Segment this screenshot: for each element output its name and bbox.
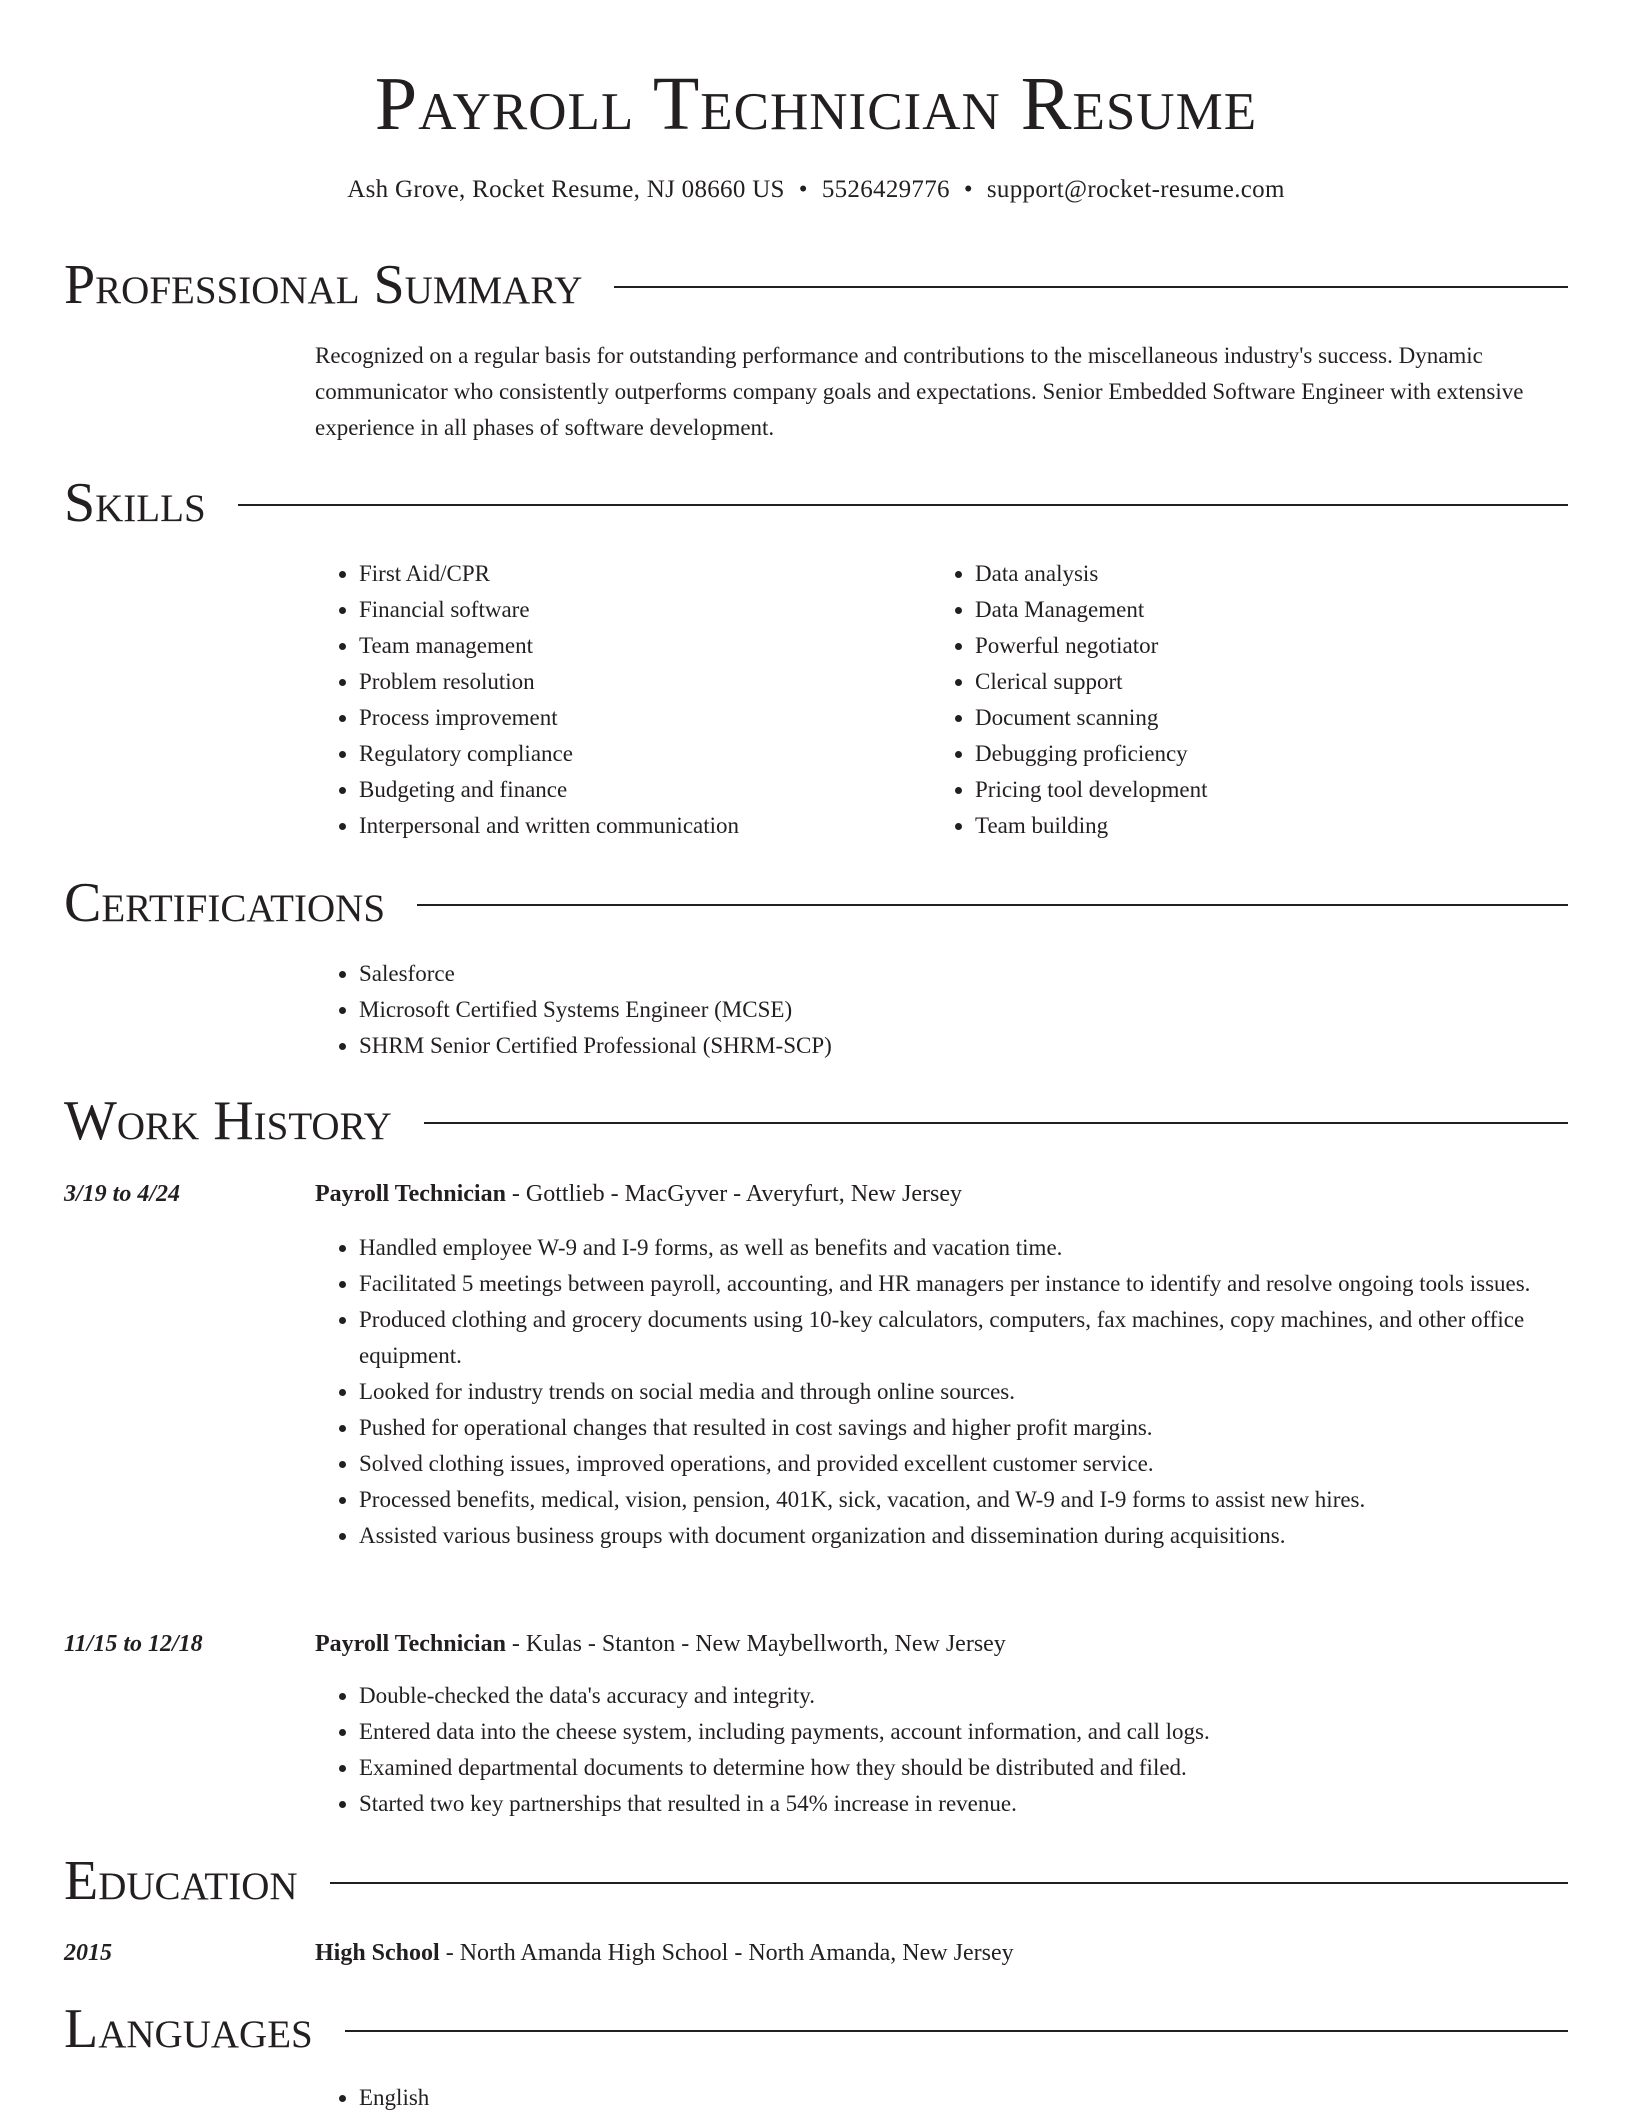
section-title: Education: [64, 1850, 298, 1912]
skill-item: • Process improvement: [359, 700, 875, 736]
job-title: Payroll Technician: [315, 1631, 506, 1657]
skill-item: • Budgeting and finance: [359, 772, 875, 808]
job-dates: 11/15 to 12/18: [64, 1631, 203, 1657]
skill-item: • First Aid/CPR: [359, 556, 875, 592]
skill-item: • Clerical support: [975, 664, 1491, 700]
summary-block: [315, 338, 1568, 446]
job-heading: [315, 1626, 1006, 1662]
job-bullet: • Double-checked the data's accuracy and integrity.: [359, 1678, 1568, 1714]
contact-line: [0, 174, 1632, 206]
job-bullet: • Assisted various business groups with document organization and dissemination during acquisitions.: [359, 1518, 1568, 1554]
languages-block: [315, 2080, 1568, 2116]
job-bullets: [315, 1678, 1568, 1822]
education-heading: [315, 1935, 1014, 1971]
section-title: Professional Summary: [64, 254, 583, 316]
section-header-education: [64, 1846, 1568, 1916]
skill-item: • Pricing tool development: [975, 772, 1491, 808]
section-header-languages: [64, 1994, 1568, 2064]
summary-text: Recognized on a regular basis for outstanding performance and contributions to the miscellaneous industry's success. Dynamic communicator who consistently outperforms company goals and expectations. Senior Embedded Software Engineer with extensive experience in all phases of software development.: [315, 343, 1524, 440]
section-title: Certifications: [64, 872, 386, 934]
section-divider: [417, 904, 1568, 906]
skill-item: • Team management: [359, 628, 875, 664]
section-header-certifications: [64, 868, 1568, 938]
section-divider: [238, 504, 1568, 506]
education-school-location: - North Amanda High School - North Amanda, New Jersey: [439, 1940, 1014, 1966]
section-title: Languages: [64, 1998, 313, 2060]
section-title: Work History: [64, 1090, 392, 1152]
section-title: Skills: [64, 472, 206, 534]
skill-item: • Powerful negotiator: [975, 628, 1491, 664]
skill-item: • Team building: [975, 808, 1491, 844]
job-bullet: • Solved clothing issues, improved operations, and provided excellent customer service.: [359, 1446, 1568, 1482]
contact-separator: •: [798, 176, 808, 203]
job-bullet: • Examined departmental documents to determine how they should be distributed and filed.: [359, 1750, 1568, 1786]
skills-column-right: [931, 556, 1491, 844]
skill-item: • Data Management: [975, 592, 1491, 628]
job-bullet: • Started two key partnerships that resulted in a 54% increase in revenue.: [359, 1786, 1568, 1822]
job-bullet: • Entered data into the cheese system, including payments, account information, and call logs.: [359, 1714, 1568, 1750]
education-year: 2015: [64, 1940, 112, 1966]
contact-separator: •: [963, 176, 973, 203]
contact-address: Ash Grove, Rocket Resume, NJ 08660 US: [347, 176, 785, 203]
contact-phone: 5526429776: [821, 176, 950, 203]
job-employer-location: - Gottlieb - MacGyver - Averyfurt, New Jersey: [505, 1181, 962, 1207]
skills-column-left: [315, 556, 875, 844]
job-heading: [315, 1176, 962, 1212]
section-divider: [345, 2030, 1568, 2032]
job-dates: 3/19 to 4/24: [64, 1181, 181, 1207]
job-bullet: • Facilitated 5 meetings between payroll, accounting, and HR managers per instance to identify and resolve ongoing tools issues.: [359, 1266, 1568, 1302]
job-bullet: • Looked for industry trends on social media and through online sources.: [359, 1374, 1568, 1410]
language-item: • English: [359, 2080, 1568, 2116]
section-header-summary: [64, 250, 1568, 320]
skill-item: • Regulatory compliance: [359, 736, 875, 772]
section-header-skills: [64, 468, 1568, 538]
skill-item: • Financial software: [359, 592, 875, 628]
job-bullets: [315, 1230, 1568, 1554]
certifications-block: [315, 956, 1568, 1064]
contact-email: support@rocket-resume.com: [986, 176, 1285, 203]
education-degree: High School: [315, 1940, 440, 1966]
document-title: Payroll Technician Resume: [374, 62, 1258, 146]
job-bullet: • Processed benefits, medical, vision, pension, 401K, sick, vacation, and W-9 and I-9 forms to assist new hires.: [359, 1482, 1568, 1518]
skill-item: • Debugging proficiency: [975, 736, 1491, 772]
certification-item: • Microsoft Certified Systems Engineer (MCSE): [359, 992, 1568, 1028]
job-bullet: • Produced clothing and grocery documents using 10-key calculators, computers, fax machines, copy machines, and other office equipment.: [359, 1302, 1568, 1374]
certification-item: • SHRM Senior Certified Professional (SHRM-SCP): [359, 1028, 1568, 1064]
skill-item: • Document scanning: [975, 700, 1491, 736]
section-divider: [330, 1882, 1568, 1884]
section-divider: [424, 1122, 1568, 1124]
skill-item: • Data analysis: [975, 556, 1491, 592]
job-bullet: • Pushed for operational changes that resulted in cost savings and higher profit margins.: [359, 1410, 1568, 1446]
job-bullet: • Handled employee W-9 and I-9 forms, as well as benefits and vacation time.: [359, 1230, 1568, 1266]
section-divider: [614, 286, 1568, 288]
job-employer-location: - Kulas - Stanton - New Maybellworth, New Jersey: [505, 1631, 1006, 1657]
job-title: Payroll Technician: [315, 1181, 506, 1207]
section-header-work-history: [64, 1086, 1568, 1156]
skill-item: • Problem resolution: [359, 664, 875, 700]
certification-item: • Salesforce: [359, 956, 1568, 992]
skill-item: • Interpersonal and written communication: [359, 808, 875, 844]
